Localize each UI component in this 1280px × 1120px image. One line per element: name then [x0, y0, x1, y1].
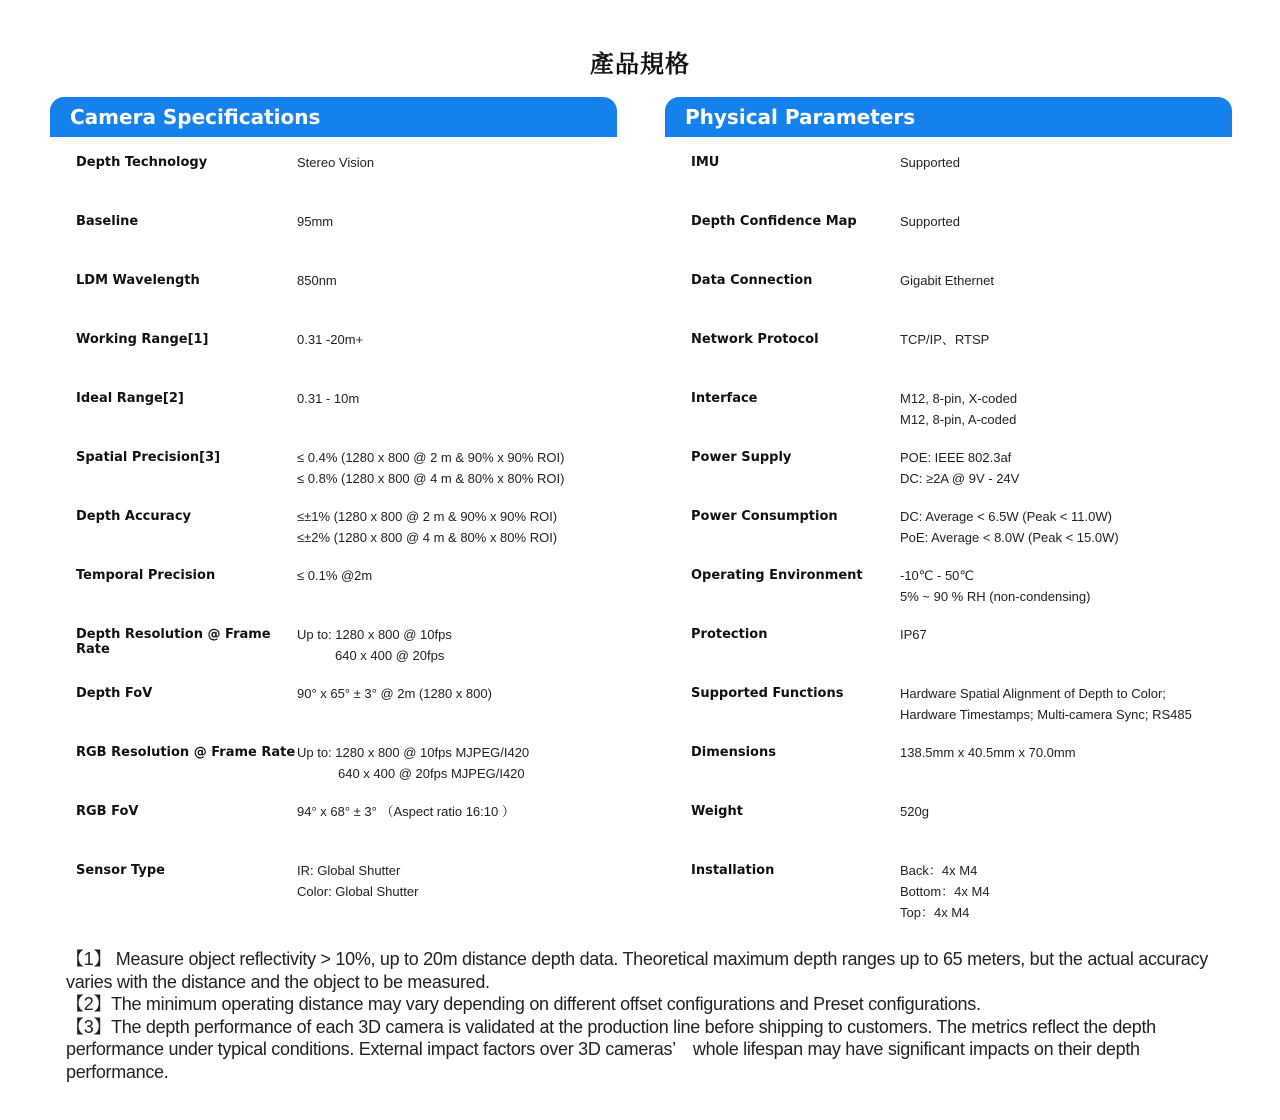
- camera-spec-label: LDM Wavelength: [76, 273, 200, 288]
- camera-spec-value-line: 640 x 400 @ 20fps MJPEG/I420: [338, 766, 525, 781]
- physical-param-value-line: Supported: [900, 214, 960, 229]
- camera-spec-label: Ideal Range[2]: [76, 391, 184, 406]
- camera-spec-label: Sensor Type: [76, 863, 165, 878]
- physical-param-label: Dimensions: [691, 745, 776, 760]
- physical-param-row: [665, 432, 1232, 491]
- physical-param-label: IMU: [691, 155, 720, 170]
- physical-param-value: [900, 624, 927, 668]
- camera-spec-value: [297, 270, 337, 314]
- camera-spec-value-line: Stereo Vision: [297, 155, 375, 170]
- physical-param-value-line: M12, 8-pin, X-coded: [900, 391, 1018, 406]
- physical-param-value-line: DC: Average < 6.5W (Peak < 11.0W): [900, 509, 1112, 524]
- physical-param-label: Weight: [691, 804, 743, 819]
- camera-spec-row: [50, 196, 617, 255]
- camera-spec-row: [50, 786, 617, 845]
- physical-param-value-line: TCP/IP、RTSP: [900, 332, 990, 347]
- physical-param-label: Data Connection: [691, 273, 813, 288]
- camera-spec-value-line: ≤±1% (1280 x 800 @ 2 m & 90% x 90% ROI): [297, 509, 558, 524]
- camera-spec-value: [297, 624, 452, 668]
- camera-spec-row: [50, 255, 617, 314]
- camera-spec-row: [50, 373, 617, 432]
- physical-param-value-line: Back：4x M4: [900, 863, 978, 878]
- camera-spec-value: [297, 742, 529, 786]
- footnote-1: 【1】 Measure object reflectivity > 10%, up to 20m distance depth data. Theoretical maximum depth ranges up to 65 meters, but the actual accuracy varies with the distance and the object to be measured.: [66, 949, 1208, 992]
- camera-spec-label: RGB FoV: [76, 804, 139, 819]
- camera-specifications-panel: [50, 97, 617, 904]
- physical-param-value: [900, 506, 1119, 550]
- physical-param-value: [900, 388, 1017, 432]
- physical-param-row: [665, 255, 1232, 314]
- camera-spec-row: [50, 609, 617, 668]
- camera-spec-value-line: Color: Global Shutter: [297, 884, 419, 899]
- camera-spec-value-line: ≤±2% (1280 x 800 @ 4 m & 80% x 80% ROI): [297, 530, 558, 545]
- physical-param-label: Depth Confidence Map: [691, 214, 857, 229]
- camera-spec-value: [297, 860, 418, 904]
- camera-spec-label: Depth FoV: [76, 686, 153, 701]
- physical-param-value-line: -10℃ - 50℃: [900, 568, 975, 583]
- physical-parameters-header: Physical Parameters: [665, 97, 1232, 137]
- physical-param-label: Installation: [691, 863, 775, 878]
- physical-param-row: [665, 137, 1232, 196]
- camera-spec-value-line: 0.31 - 10m: [297, 391, 360, 406]
- physical-param-value: [900, 329, 989, 373]
- physical-param-value-line: 138.5mm x 40.5mm x 70.0mm: [900, 745, 1076, 760]
- physical-param-row: [665, 491, 1232, 550]
- physical-param-label: Interface: [691, 391, 758, 406]
- page-title: 產品規格: [590, 50, 690, 78]
- camera-spec-label: Baseline: [76, 214, 139, 229]
- physical-param-row: [665, 314, 1232, 373]
- physical-param-value: [900, 801, 929, 845]
- camera-spec-row: [50, 314, 617, 373]
- camera-spec-label: RGB Resolution @ Frame Rate: [76, 745, 296, 760]
- physical-param-row: [665, 727, 1232, 786]
- physical-param-label: Supported Functions: [691, 686, 844, 701]
- physical-param-value-line: 520g: [900, 804, 929, 819]
- camera-spec-value-line: 640 x 400 @ 20fps: [335, 648, 445, 663]
- camera-spec-row: [50, 137, 617, 196]
- physical-param-label: Power Consumption: [691, 509, 838, 524]
- physical-param-label: Power Supply: [691, 450, 792, 465]
- camera-spec-value-line: 95mm: [297, 214, 334, 229]
- camera-spec-label: Spatial Precision[3]: [76, 450, 221, 465]
- camera-spec-value-line: IR: Global Shutter: [297, 863, 401, 878]
- physical-param-value-line: IP67: [900, 627, 927, 642]
- physical-param-value: [900, 447, 1019, 491]
- camera-spec-label: Depth Accuracy: [76, 509, 192, 524]
- camera-spec-row: [50, 668, 617, 727]
- camera-spec-label: Depth Resolution @ Frame Rate: [76, 627, 271, 657]
- camera-spec-rows: [50, 137, 617, 904]
- physical-param-value-line: Hardware Spatial Alignment of Depth to Color;: [900, 686, 1166, 701]
- physical-param-value: [900, 565, 1090, 609]
- camera-spec-row: [50, 845, 617, 904]
- camera-spec-value: [297, 565, 372, 609]
- camera-spec-row: [50, 550, 617, 609]
- camera-spec-value-line: Up to: 1280 x 800 @ 10fps MJPEG/I420: [297, 745, 530, 760]
- physical-param-value-line: Gigabit Ethernet: [900, 273, 994, 288]
- physical-param-value-line: Bottom：4x M4: [900, 884, 990, 899]
- camera-spec-value-line: 90° x 65° ± 3° @ 2m (1280 x 800): [297, 686, 492, 701]
- physical-param-value-line: Hardware Timestamps; Multi-camera Sync; RS485: [900, 707, 1192, 722]
- physical-param-value-line: Supported: [900, 155, 960, 170]
- footnote-2: 【2】The minimum operating distance may vary depending on different offset configurations and Preset configurations.: [66, 994, 981, 1014]
- physical-param-row: [665, 373, 1232, 432]
- footnotes: [60, 948, 1220, 1083]
- physical-param-value: [900, 152, 960, 196]
- physical-param-label: Network Protocol: [691, 332, 819, 347]
- physical-param-rows: [665, 137, 1232, 920]
- camera-spec-row: [50, 432, 617, 491]
- physical-param-value: [900, 211, 960, 255]
- physical-parameters-panel: [665, 97, 1232, 920]
- physical-param-row: [665, 668, 1232, 727]
- physical-param-value: [900, 860, 990, 920]
- camera-spec-value-line: ≤ 0.4% (1280 x 800 @ 2 m & 90% x 90% ROI): [297, 450, 565, 465]
- physical-param-label: Operating Environment: [691, 568, 863, 583]
- camera-spec-label: Temporal Precision: [76, 568, 216, 583]
- camera-spec-value: [297, 211, 333, 255]
- camera-spec-value-line: ≤ 0.8% (1280 x 800 @ 4 m & 80% x 80% ROI): [297, 471, 565, 486]
- physical-param-label: Protection: [691, 627, 768, 642]
- physical-param-value-line: Top：4x M4: [900, 905, 970, 920]
- physical-param-value-line: PoE: Average < 8.0W (Peak < 15.0W): [900, 530, 1119, 545]
- camera-spec-value-line: ≤ 0.1% @2m: [297, 568, 373, 583]
- camera-spec-value-line: 94° x 68° ± 3° （Aspect ratio 16:10 ）: [297, 804, 515, 819]
- camera-spec-value: [297, 506, 557, 550]
- camera-spec-row: [50, 491, 617, 550]
- camera-spec-value: [297, 683, 492, 727]
- physical-param-row: [665, 845, 1232, 920]
- physical-param-value-line: DC: ≥2A @ 9V - 24V: [900, 471, 1020, 486]
- physical-param-row: [665, 786, 1232, 845]
- camera-spec-value-line: 0.31 -20m+: [297, 332, 364, 347]
- physical-param-value: [900, 270, 994, 314]
- camera-spec-value: [297, 152, 374, 196]
- camera-spec-value-line: 850nm: [297, 273, 337, 288]
- physical-param-row: [665, 550, 1232, 609]
- camera-spec-value: [297, 388, 359, 432]
- physical-param-value-line: 5% ~ 90 % RH (non-condensing): [900, 589, 1091, 604]
- camera-specifications-header: Camera Specifications: [50, 97, 617, 137]
- camera-spec-label: Depth Technology: [76, 155, 208, 170]
- physical-param-value-line: M12, 8-pin, A-coded: [900, 412, 1017, 427]
- camera-spec-row: [50, 727, 617, 786]
- physical-param-row: [665, 196, 1232, 255]
- physical-param-row: [665, 609, 1232, 668]
- footnote-3: 【3】The depth performance of each 3D camera is validated at the production line before shipping to customers. The metrics reflect the depth performance under typical conditions. External impact factors over 3D cameras’ whole lifespan may have significant impacts on their depth performance.: [66, 1016, 1156, 1082]
- camera-spec-label: Working Range[1]: [76, 332, 209, 347]
- camera-spec-value: [297, 447, 564, 491]
- camera-spec-value: [297, 329, 363, 373]
- camera-spec-value-line: Up to: 1280 x 800 @ 10fps: [297, 627, 452, 642]
- physical-param-value-line: POE: IEEE 802.3af: [900, 450, 1012, 465]
- physical-param-value: [900, 683, 1192, 727]
- camera-spec-value: [297, 801, 515, 845]
- physical-param-value: [900, 742, 1076, 786]
